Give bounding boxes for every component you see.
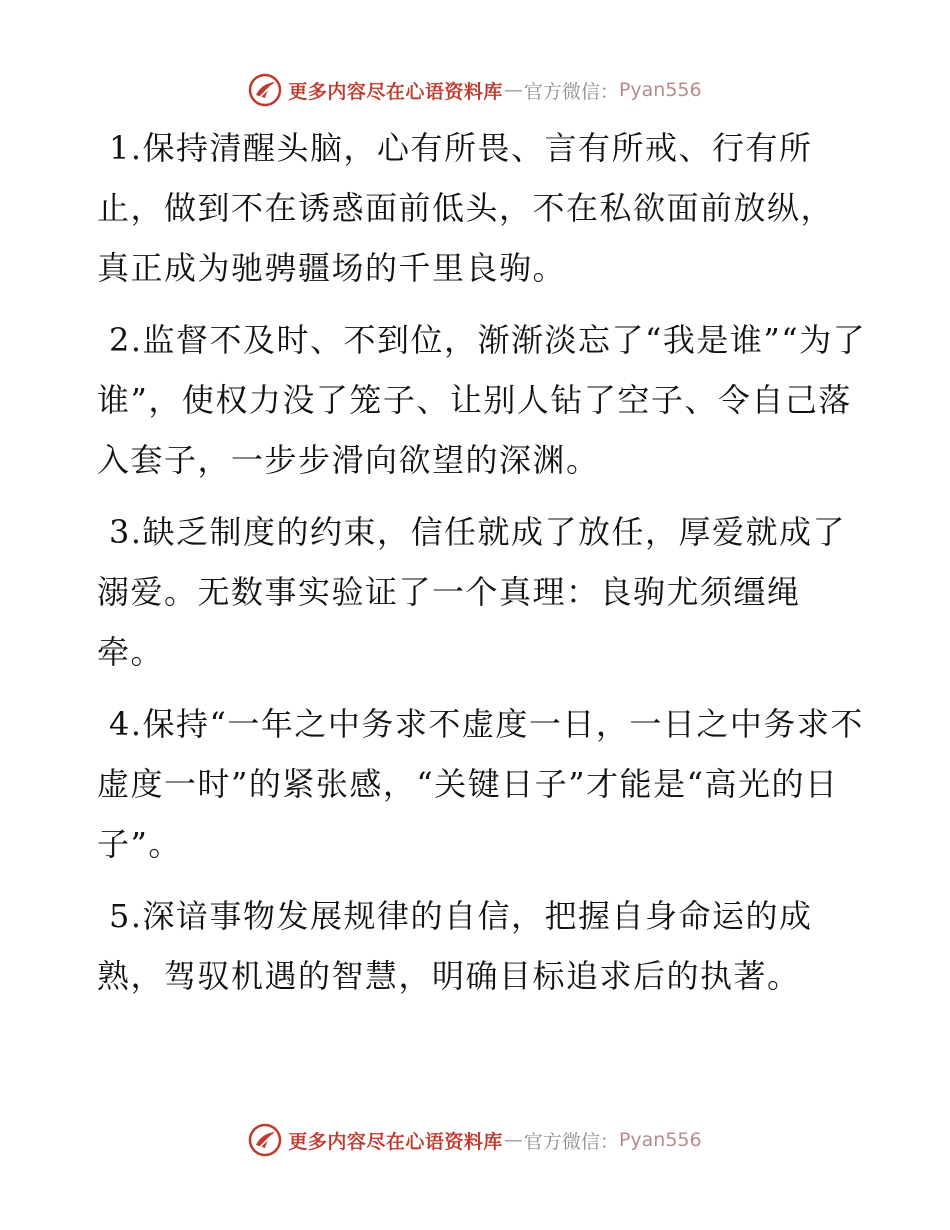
paragraph-text: 缺乏制度的约束，信任就成了放任，厚爱就成了溺爱。无数事实验证了一个真理：良驹尤须缰绳牵。 [97,513,847,671]
paragraph-number: 1. [109,129,143,167]
footer-wechat-label: 官方微信： [523,1130,619,1153]
header-site-text: 更多内容尽在心语资料库 [288,80,503,103]
paragraph-number: 4. [109,705,143,743]
paragraph-text: 保持“一年之中务求不虚度一日，一日之中务求不虚度一时”的紧张感，“关键日子”才能是“高光的日子”。 [97,705,864,863]
paragraph-number: 3. [109,513,143,551]
paragraph-4 [97,694,867,874]
footer-site-text: 更多内容尽在心语资料库 [288,1130,503,1153]
header-wechat-label: 官方微信： [523,80,619,103]
paragraph-3 [97,502,867,682]
header-banner [0,70,950,110]
book-logo-icon [248,1123,282,1157]
footer-banner [0,1120,950,1160]
header-wechat-handle: Pyan556 [618,79,702,101]
paragraph-text: 保持清醒头脑，心有所畏、言有所戒、行有所止，做到不在诱惑面前低头，不在私欲面前放纵，真正成为驰骋疆场的千里良驹。 [97,129,835,287]
paragraph-number: 5. [109,897,143,935]
paragraph-1 [97,118,867,298]
header-dash: — [503,79,523,101]
document-body [97,118,867,1018]
paragraph-text: 深谙事物发展规律的自信，把握自身命运的成熟，驾驭机遇的智慧，明确目标追求后的执著。 [97,897,813,995]
paragraph-number: 2. [109,321,143,359]
paragraph-text: 监督不及时、不到位，渐渐淡忘了“我是谁”“为了谁”，使权力没了笼子、让别人钻了空子、令自己落入套子，一步步滑向欲望的深渊。 [97,321,867,479]
paragraph-2 [97,310,867,490]
book-logo-icon [248,73,282,107]
footer-wechat-handle: Pyan556 [618,1129,702,1151]
paragraph-5 [97,886,867,1006]
footer-dash: — [503,1129,523,1151]
